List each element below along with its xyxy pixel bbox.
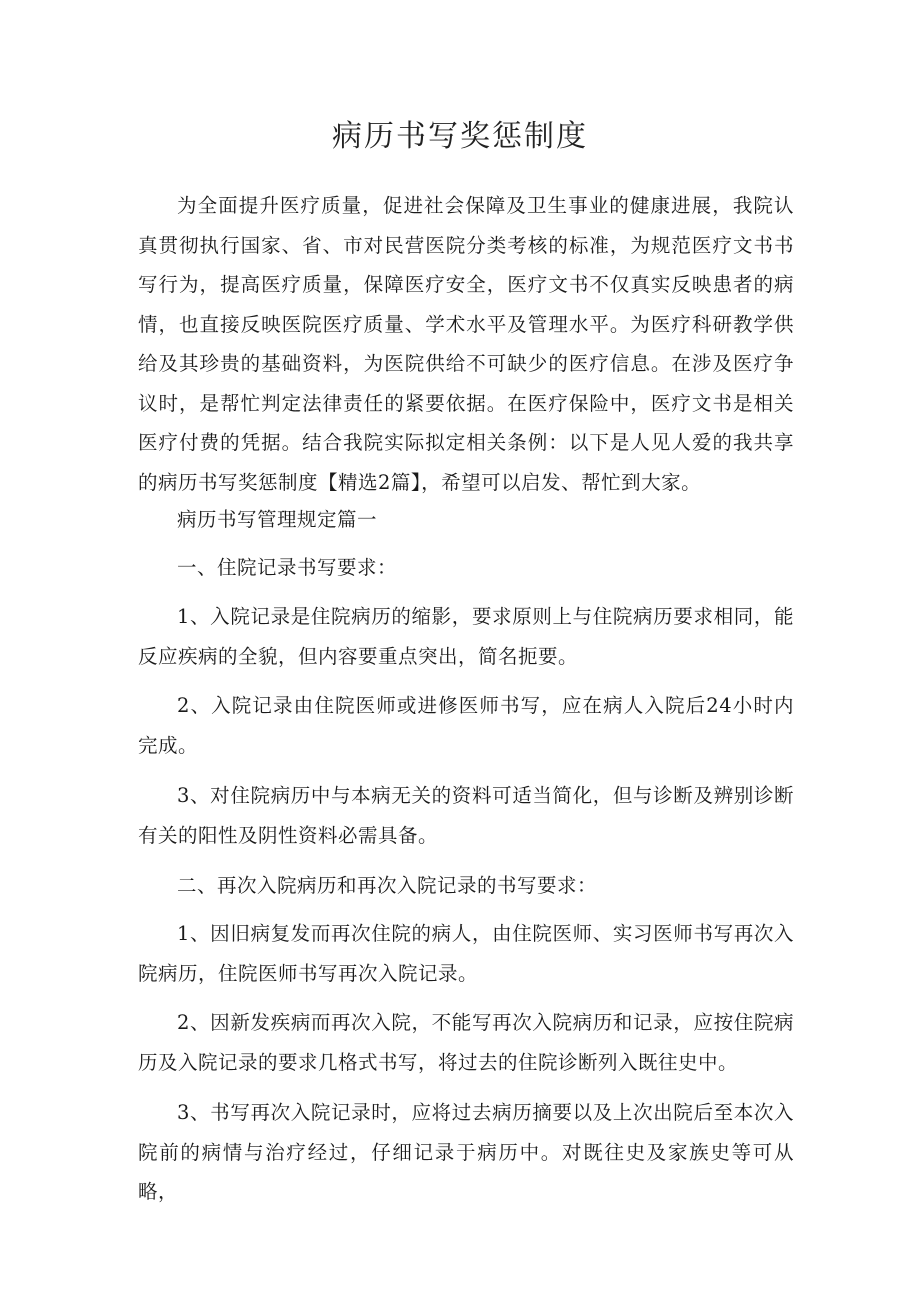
- section-1-item: 3、对住院病历中与本病无关的资料可适当简化，但与诊断及辨别诊断有关的阳性及阴性资料必需具备。: [138, 784, 794, 847]
- page-title: 病历书写奖惩制度: [332, 119, 588, 154]
- section-1-item: 1、入院记录是住院病历的缩影，要求原则上与住院病历要求相同，能反应疾病的全貌，但内容要重点突出，简名扼要。: [138, 605, 794, 668]
- section-2-heading: 二、再次入院病历和再次入院记录的书写要求：: [177, 874, 598, 897]
- section-2-item: 2、因新发疾病而再次入院，不能写再次入院病历和记录，应按住院病历及入院记录的要求几格式书写，将过去的住院诊断列入既往史中。: [138, 1011, 794, 1074]
- section-2-item: 3、书写再次入院记录时，应将过去病历摘要以及上次出院后至本次入院前的病情与治疗经过，仔细记录于病历中。对既往史及家族史等可从略，: [138, 1101, 794, 1203]
- section-1-item: 2、入院记录由住院医师或进修医师书写，应在病人入院后24小时内完成。: [138, 694, 794, 757]
- intro-paragraph: 为全面提升医疗质量，促进社会保障及卫生事业的健康进展，我院认真贯彻执行国家、省、市对民营医院分类考核的标准，为规范医疗文书书写行为，提高医疗质量，保障医疗安全，医疗文书不仅真实反映患者的病情，也直接反映医院医疗质量、学术水平及管理水平。为医疗科研教学供给及其珍贵的基础资料，为医院供给不可缺少的医疗信息。在涉及医疗争议时，是帮忙判定法律责任的紧要依据。在医疗保险中，医疗文书是相关医疗付费的凭据。结合我院实际拟定相关条例：以下是人见人爱的我共享的病历书写奖惩制度【精选2篇】，希望可以启发、帮忙到大家。: [138, 194, 794, 494]
- part-heading: 病历书写管理规定篇一: [177, 508, 378, 531]
- section-2-item: 1、因旧病复发而再次住院的病人，由住院医师、实习医师书写再次入院病历，住院医师书写再次入院记录。: [138, 922, 794, 985]
- section-1-heading: 一、住院记录书写要求：: [177, 556, 398, 579]
